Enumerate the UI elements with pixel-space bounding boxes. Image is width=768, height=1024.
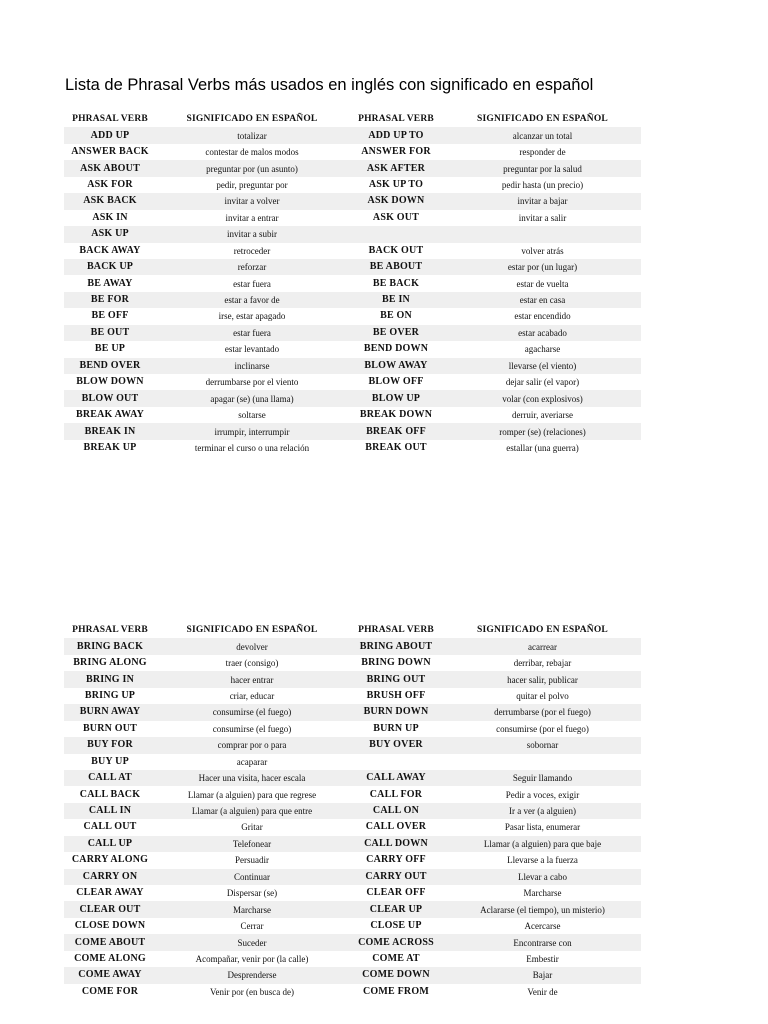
meaning-cell: pedir hasta (un precio) xyxy=(501,179,584,190)
meaning-cell: Dispersar (se) xyxy=(226,888,278,899)
column-header-meaning: SIGNIFICADO EN ESPAÑOL xyxy=(186,114,318,125)
table-row xyxy=(64,127,641,143)
phrasal-verb-cell: BREAK DOWN xyxy=(359,409,433,421)
phrasal-verbs-table xyxy=(64,622,641,1000)
column-header-phrasal-verb: PHRASAL VERB xyxy=(358,625,434,636)
phrasal-verb-cell: CALL BACK xyxy=(79,788,141,800)
table-row xyxy=(64,243,641,259)
phrasal-verb-cell: BREAK OUT xyxy=(365,441,427,453)
meaning-cell: volar (con explosivos) xyxy=(444,390,641,406)
phrasal-verbs-table xyxy=(64,111,641,456)
table-row xyxy=(64,901,641,917)
phrasal-verb-cell: COME AT xyxy=(372,952,420,964)
table-row xyxy=(64,341,641,357)
phrasal-verb-cell: ADD UP TO xyxy=(348,127,444,143)
phrasal-verb-cell: CALL UP xyxy=(64,836,156,852)
meaning-cell: soltarse xyxy=(238,410,266,421)
phrasal-verb-cell: BUY OVER xyxy=(348,737,444,753)
table-row xyxy=(64,275,641,291)
phrasal-verb-cell: BE ON xyxy=(380,310,412,322)
phrasal-verb-cell: CLEAR AWAY xyxy=(76,887,144,899)
page-title: Lista de Phrasal Verbs más usados en inglés con significado en español xyxy=(65,76,594,94)
meaning-cell: estar fuera xyxy=(233,278,271,289)
meaning-cell: retroceder xyxy=(233,245,271,256)
meaning-cell: estar encendido xyxy=(514,311,571,322)
phrasal-verb-cell: CALL OVER xyxy=(365,821,427,833)
table-row xyxy=(64,770,641,786)
meaning-cell: estar por (un lugar) xyxy=(444,259,641,275)
phrasal-verb-cell: CLEAR UP xyxy=(348,901,444,917)
table-row xyxy=(64,934,641,950)
meaning-cell: Aclararse (el tiempo), un misterio) xyxy=(444,901,641,917)
column-header-meaning: SIGNIFICADO EN ESPAÑOL xyxy=(477,114,608,125)
meaning-cell: Hacer una visita, hacer escala xyxy=(156,770,348,786)
phrasal-verb-cell: ASK DOWN xyxy=(348,193,444,209)
meaning-cell: quitar el polvo xyxy=(516,690,569,701)
phrasal-verb-cell: BLOW UP xyxy=(348,390,444,406)
meaning-cell: totalizar xyxy=(156,127,348,143)
table-row xyxy=(64,869,641,885)
phrasal-verb-cell: BLOW AWAY xyxy=(348,358,444,374)
phrasal-verb-cell xyxy=(348,754,444,770)
meaning-cell: responder de xyxy=(519,147,566,158)
phrasal-verb-cell: BRING BACK xyxy=(64,638,156,654)
phrasal-verb-cell: CLOSE DOWN xyxy=(74,920,146,932)
table-row xyxy=(64,671,641,687)
meaning-cell: contestar de malos modos xyxy=(205,147,299,158)
table-row xyxy=(64,407,641,423)
meaning-cell: Llamar (a alguien) para que entre xyxy=(156,803,348,819)
meaning-cell: derribar, rebajar xyxy=(513,658,572,669)
meaning-cell: invitar a subir xyxy=(156,226,348,242)
phrasal-verb-cell: BE OFF xyxy=(91,310,129,322)
meaning-cell: estar acabado xyxy=(444,325,641,341)
phrasal-verb-cell: CALL DOWN xyxy=(348,836,444,852)
meaning-cell: acarrear xyxy=(444,638,641,654)
table-row xyxy=(64,160,641,176)
meaning-cell: Venir por (en busca de) xyxy=(210,986,294,997)
meaning-cell: consumirse (el fuego) xyxy=(156,704,348,720)
phrasal-verb-cell: BEND OVER xyxy=(64,358,156,374)
meaning-cell: inclinarse xyxy=(156,358,348,374)
table-header-row xyxy=(64,622,641,638)
phrasal-verb-cell: BRING ABOUT xyxy=(348,638,444,654)
column-header-phrasal-verb: PHRASAL VERB xyxy=(72,625,148,636)
meaning-cell: Llamar (a alguien) para que baje xyxy=(444,836,641,852)
phrasal-verb-cell: CALL OUT xyxy=(83,821,137,833)
phrasal-verb-cell: COME ALONG xyxy=(74,952,146,964)
phrasal-verb-cell: COME FOR xyxy=(81,985,139,997)
table-row xyxy=(64,951,641,967)
phrasal-verb-cell: BRING OUT xyxy=(348,671,444,687)
meaning-cell: romper (se) (relaciones) xyxy=(444,423,641,439)
phrasal-verb-cell: BRING ALONG xyxy=(73,657,147,669)
meaning-cell: estar fuera xyxy=(156,325,348,341)
meaning-cell: dejar salir (el vapor) xyxy=(505,377,580,388)
meaning-cell: preguntar por la salud xyxy=(444,160,641,176)
phrasal-verb-cell: BACK UP xyxy=(64,259,156,275)
phrasal-verb-cell: BE OVER xyxy=(348,325,444,341)
phrasal-verb-cell: BURN OUT xyxy=(82,722,138,734)
phrasal-verb-cell: BE BACK xyxy=(372,277,420,289)
meaning-cell: volver atrás xyxy=(521,245,564,256)
phrasal-verb-cell: ASK BACK xyxy=(64,193,156,209)
meaning-cell: comprar por o para xyxy=(156,737,348,753)
meaning-cell: sobornar xyxy=(444,737,641,753)
phrasal-verb-cell: CALL AT xyxy=(64,770,156,786)
phrasal-verb-cell: BREAK OFF xyxy=(348,423,444,439)
table-row xyxy=(64,967,641,983)
table-row xyxy=(64,737,641,753)
table-row xyxy=(64,210,641,226)
column-header-phrasal-verb: PHRASAL VERB xyxy=(72,114,148,125)
phrasal-verb-cell xyxy=(348,226,444,242)
table-row xyxy=(64,721,641,737)
meaning-cell: estar levantado xyxy=(224,344,280,355)
table-row xyxy=(64,193,641,209)
column-header-phrasal-verb: PHRASAL VERB xyxy=(358,114,434,125)
phrasal-verb-cell: CALL AWAY xyxy=(348,770,444,786)
meaning-cell: hacer entrar xyxy=(156,671,348,687)
meaning-cell: Continuar xyxy=(156,869,348,885)
meaning-cell: Ir a ver (a alguien) xyxy=(444,803,641,819)
phrasal-verb-cell: ANSWER BACK xyxy=(71,146,149,158)
meaning-cell xyxy=(444,226,641,242)
phrasal-verb-cell: CALL ON xyxy=(348,803,444,819)
phrasal-verb-cell: COME DOWN xyxy=(348,967,444,983)
meaning-cell xyxy=(444,754,641,770)
phrasal-verb-cell: BE IN xyxy=(348,292,444,308)
meaning-cell: derrumbarse (por el fuego) xyxy=(444,704,641,720)
table-row xyxy=(64,704,641,720)
column-header-meaning: SIGNIFICADO EN ESPAÑOL xyxy=(477,625,608,636)
phrasal-verb-cell: COME AWAY xyxy=(64,967,156,983)
table-row xyxy=(64,390,641,406)
phrasal-verb-cell: BACK OUT xyxy=(368,244,424,256)
meaning-cell: Gritar xyxy=(241,822,263,833)
phrasal-verb-cell: BRING DOWN xyxy=(361,657,431,669)
meaning-cell: Desprenderse xyxy=(156,967,348,983)
meaning-cell: Encontrarse con xyxy=(444,934,641,950)
meaning-cell: Embestir xyxy=(526,953,559,964)
table-row xyxy=(64,259,641,275)
phrasal-verb-cell: BRING IN xyxy=(64,671,156,687)
phrasal-verb-cell: BURN UP xyxy=(373,722,419,734)
table-row xyxy=(64,852,641,868)
meaning-cell: terminar el curso o una relación xyxy=(194,442,310,453)
meaning-cell: Llevar a cabo xyxy=(444,869,641,885)
table-row xyxy=(64,655,641,671)
meaning-cell: hacer salir, publicar xyxy=(444,671,641,687)
table-row xyxy=(64,803,641,819)
meaning-cell: Llevarse a la fuerza xyxy=(507,855,578,866)
meaning-cell: devolver xyxy=(156,638,348,654)
phrasal-verb-cell: BUY FOR xyxy=(64,737,156,753)
table-row xyxy=(64,374,641,390)
phrasal-verb-cell: BREAK AWAY xyxy=(75,409,145,421)
meaning-cell: invitar a entrar xyxy=(225,212,279,223)
phrasal-verb-cell: CARRY OUT xyxy=(348,869,444,885)
meaning-cell: apagar (se) (una llama) xyxy=(156,390,348,406)
table-row xyxy=(64,885,641,901)
meaning-cell: Bajar xyxy=(444,967,641,983)
phrasal-verb-cell: COME FROM xyxy=(363,985,429,997)
table-row xyxy=(64,358,641,374)
phrasal-verb-cell: BLOW OUT xyxy=(64,390,156,406)
phrasal-verb-cell: COME ACROSS xyxy=(348,934,444,950)
column-header-meaning: SIGNIFICADO EN ESPAÑOL xyxy=(186,625,318,636)
phrasal-verb-cell: BRUSH OFF xyxy=(366,689,426,701)
meaning-cell: Cerrar xyxy=(240,921,264,932)
meaning-cell: acaparar xyxy=(236,756,268,767)
meaning-cell: llevarse (el viento) xyxy=(444,358,641,374)
table-row xyxy=(64,984,641,1000)
meaning-cell: invitar a volver xyxy=(156,193,348,209)
table-row xyxy=(64,292,641,308)
table-row xyxy=(64,423,641,439)
phrasal-verb-cell: CARRY ALONG xyxy=(71,854,149,866)
phrasal-verb-cell: BREAK UP xyxy=(83,441,137,453)
meaning-cell: irse, estar apagado xyxy=(218,311,286,322)
table-row xyxy=(64,144,641,160)
meaning-cell: Llamar (a alguien) para que regrese xyxy=(187,789,317,800)
meaning-cell: Pedir a voces, exigir xyxy=(505,789,580,800)
meaning-cell: Telefonear xyxy=(156,836,348,852)
meaning-cell: agacharse xyxy=(524,344,561,355)
phrasal-verb-cell: CARRY OFF xyxy=(366,854,426,866)
phrasal-verb-cell: COME ABOUT xyxy=(64,934,156,950)
phrasal-verb-cell: ASK AFTER xyxy=(348,160,444,176)
phrasal-verb-cell: CLEAR OUT xyxy=(64,901,156,917)
phrasal-verb-cell: BURN DOWN xyxy=(348,704,444,720)
meaning-cell: Marcharse xyxy=(156,901,348,917)
meaning-cell: invitar a salir xyxy=(518,212,567,223)
phrasal-verb-cell: BRING UP xyxy=(84,689,136,701)
phrasal-verb-cell: CLOSE UP xyxy=(370,920,422,932)
phrasal-verb-cell: ASK IN xyxy=(92,211,128,223)
meaning-cell: Marcharse xyxy=(523,888,562,899)
meaning-cell: invitar a bajar xyxy=(444,193,641,209)
table-row xyxy=(64,918,641,934)
table-row xyxy=(64,325,641,341)
phrasal-verb-cell: BURN AWAY xyxy=(64,704,156,720)
phrasal-verb-cell: BE ABOUT xyxy=(348,259,444,275)
meaning-cell: derruir, averiarse xyxy=(511,410,574,421)
table-row xyxy=(64,786,641,802)
phrasal-verb-cell: BE OUT xyxy=(64,325,156,341)
meaning-cell: irrumpir, interrumpir xyxy=(156,423,348,439)
table-row xyxy=(64,836,641,852)
meaning-cell: estallar (una guerra) xyxy=(506,442,579,453)
table-row xyxy=(64,688,641,704)
meaning-cell: consumirse (por el fuego) xyxy=(496,723,589,734)
meaning-cell: estar de vuelta xyxy=(516,278,569,289)
phrasal-verb-cell: CLEAR OFF xyxy=(366,887,426,899)
table-row xyxy=(64,754,641,770)
meaning-cell: derrumbarse por el viento xyxy=(205,377,299,388)
meaning-cell: estar a favor de xyxy=(156,292,348,308)
phrasal-verb-cell: BE AWAY xyxy=(87,277,133,289)
phrasal-verb-cell: CALL IN xyxy=(64,803,156,819)
meaning-cell: Venir de xyxy=(527,986,558,997)
table-row xyxy=(64,308,641,324)
table-row xyxy=(64,177,641,193)
phrasal-verb-cell: ASK ABOUT xyxy=(64,160,156,176)
meaning-cell: Acercarse xyxy=(524,921,561,932)
phrasal-verb-cell: ASK FOR xyxy=(87,178,133,190)
phrasal-verb-cell: BEND DOWN xyxy=(363,343,429,355)
table-header-row xyxy=(64,111,641,127)
meaning-cell: preguntar por (un asunto) xyxy=(156,160,348,176)
phrasal-verb-cell: BREAK IN xyxy=(64,423,156,439)
table-row xyxy=(64,440,641,456)
phrasal-verb-cell: BLOW DOWN xyxy=(76,376,144,388)
meaning-cell: reforzar xyxy=(156,259,348,275)
meaning-cell: alcanzar un total xyxy=(444,127,641,143)
phrasal-verb-cell: BACK AWAY xyxy=(79,244,141,256)
meaning-cell: Suceder xyxy=(156,934,348,950)
table-row xyxy=(64,638,641,654)
phrasal-verb-cell: BE UP xyxy=(94,343,126,355)
phrasal-verb-cell: BE FOR xyxy=(64,292,156,308)
meaning-cell: Pasar lista, enumerar xyxy=(504,822,581,833)
phrasal-verb-cell: ASK UP xyxy=(64,226,156,242)
meaning-cell: consumirse (el fuego) xyxy=(212,723,292,734)
meaning-cell: estar en casa xyxy=(444,292,641,308)
meaning-cell: criar, educar xyxy=(229,690,275,701)
meaning-cell: Persuadir xyxy=(235,855,269,866)
meaning-cell: Seguir llamando xyxy=(444,770,641,786)
table-row xyxy=(64,226,641,242)
phrasal-verb-cell: ASK OUT xyxy=(372,211,420,223)
table-row xyxy=(64,819,641,835)
phrasal-verb-cell: CARRY ON xyxy=(64,869,156,885)
phrasal-verb-cell: BUY UP xyxy=(91,755,129,767)
phrasal-verb-cell: BLOW OFF xyxy=(368,376,424,388)
meaning-cell: Acompañar, venir por (la calle) xyxy=(195,953,309,964)
phrasal-verb-cell: ADD UP xyxy=(64,127,156,143)
phrasal-verb-cell: CALL FOR xyxy=(369,788,423,800)
phrasal-verb-cell: ASK UP TO xyxy=(368,178,424,190)
meaning-cell: pedir, preguntar por xyxy=(216,179,288,190)
meaning-cell: traer (consigo) xyxy=(225,658,279,669)
phrasal-verb-cell: ANSWER FOR xyxy=(361,146,431,158)
